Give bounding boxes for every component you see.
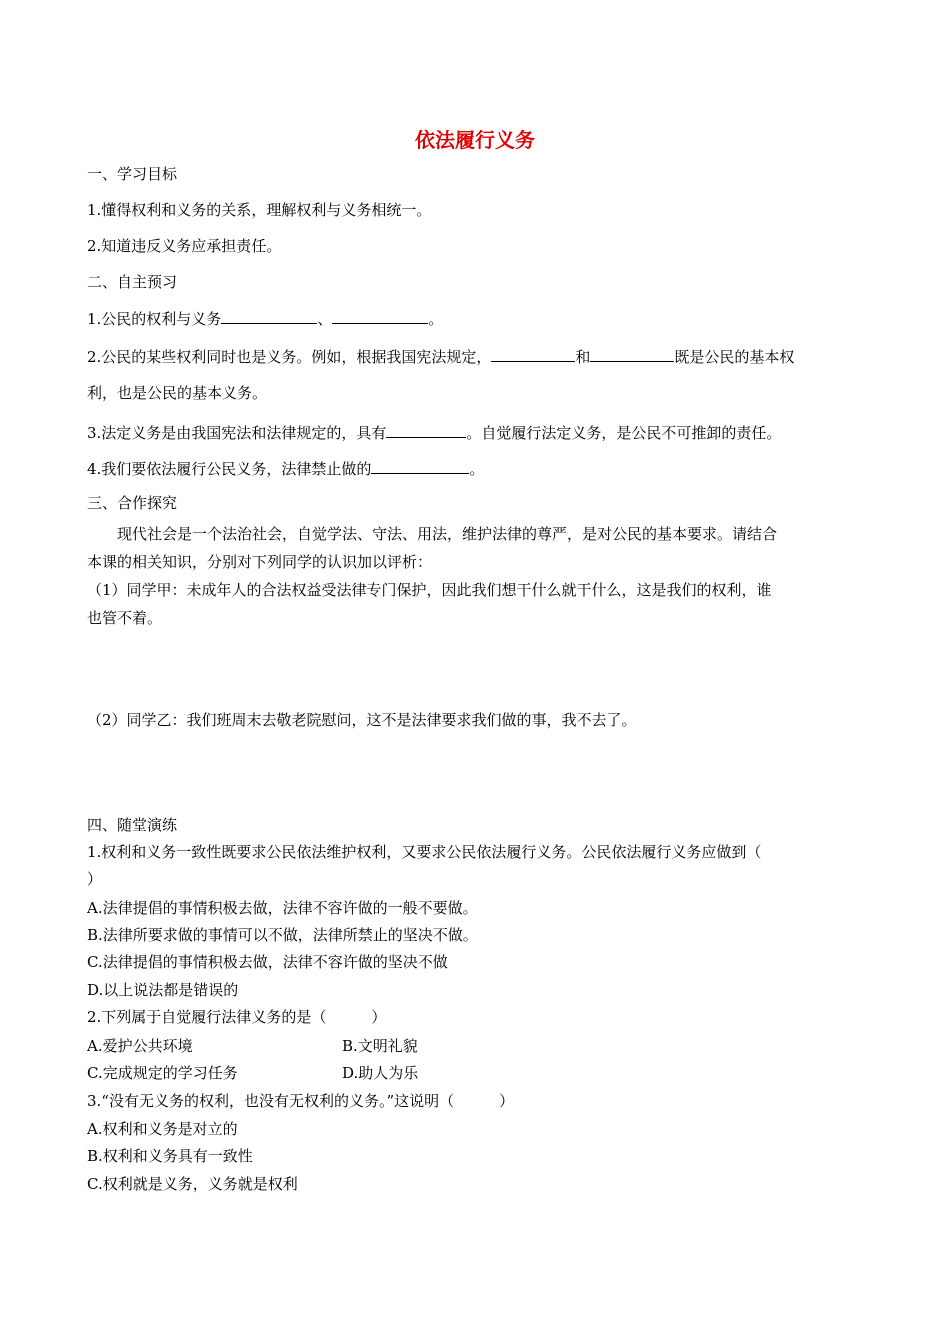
practice-q1-option-b: B.法律所要求做的事情可以不做，法律所禁止的坚决不做。	[87, 926, 478, 944]
preview-q1-text: 1.公民的权利与义务	[87, 310, 222, 328]
goal-item-1: 1.懂得权利和义务的关系，理解权利与义务相统一。	[87, 201, 432, 219]
explore-prompt-1: （1）同学甲：未成年人的合法权益受法律专门保护，因此我们想干什么就干什么，这是我们的权利，谁	[87, 581, 772, 599]
page-title: 依法履行义务	[415, 128, 535, 152]
section-heading-goals: 一、学习目标	[87, 165, 178, 183]
preview-question-2-continued: 利，也是公民的基本义务。	[87, 384, 268, 402]
practice-q1-option-c: C.法律提倡的事情积极去做，法律不容许做的坚决不做	[87, 953, 448, 971]
section-heading-practice: 四、随堂演练	[87, 816, 178, 834]
fill-blank[interactable]	[371, 457, 469, 474]
fill-blank[interactable]	[221, 307, 317, 324]
practice-q2-option-c: C.完成规定的学习任务	[87, 1064, 238, 1082]
explore-intro-line-2: 本课的相关知识，分别对下列同学的认识加以评析：	[87, 553, 433, 571]
practice-q3-option-c: C.权利就是义务，义务就是权利	[87, 1175, 298, 1193]
section-heading-preview: 二、自主预习	[87, 273, 178, 291]
preview-q1-end: 。	[428, 310, 444, 328]
practice-q2-option-a: A.爱护公共环境	[87, 1037, 193, 1055]
preview-question-3	[87, 421, 781, 443]
preview-q4-end: 。	[469, 460, 485, 478]
practice-q2-option-b: B.文明礼貌	[342, 1037, 418, 1055]
practice-q1-stem: 1.权利和义务一致性既要求公民依法维护权利，又要求公民依法履行义务。公民依法履行义务应做到（	[87, 843, 762, 861]
preview-q2-tail: 既是公民的基本权	[674, 348, 795, 366]
fill-blank[interactable]	[332, 307, 428, 324]
preview-question-1	[87, 307, 443, 329]
explore-prompt-1-continued: 也管不着。	[87, 609, 163, 627]
practice-q2-option-d: D.助人为乐	[342, 1064, 419, 1082]
practice-q1-stem-continued: ）	[87, 870, 103, 888]
preview-q3-text: 3.法定义务是由我国宪法和法律规定的，具有	[87, 424, 387, 442]
preview-q1-separator: 、	[317, 310, 333, 328]
explore-prompt-2: （2）同学乙：我们班周末去敬老院慰问，这不是法律要求我们做的事，我不去了。	[87, 711, 637, 729]
preview-q2-text: 2.公民的某些权利同时也是义务。例如，根据我国宪法规定，	[87, 348, 492, 366]
section-heading-explore: 三、合作探究	[87, 494, 178, 512]
practice-q3-stem: 3.“没有无义务的权利，也没有无权利的义务。”这说明（ ）	[87, 1092, 515, 1110]
practice-q3-option-b: B.权利和义务具有一致性	[87, 1147, 253, 1165]
practice-q1-option-d: D.以上说法都是错误的	[87, 981, 239, 999]
preview-q4-text: 4.我们要依法履行公民义务，法律禁止做的	[87, 460, 372, 478]
preview-q3-tail: 。自觉履行法定义务，是公民不可推卸的责任。	[466, 424, 782, 442]
preview-question-2	[87, 345, 794, 367]
fill-blank[interactable]	[590, 345, 674, 362]
fill-blank[interactable]	[491, 345, 575, 362]
practice-q3-option-a: A.权利和义务是对立的	[87, 1120, 238, 1138]
explore-intro-line-1: 现代社会是一个法治社会，自觉学法、守法、用法，维护法律的尊严，是对公民的基本要求。请结合	[117, 525, 778, 543]
goal-item-2: 2.知道违反义务应承担责任。	[87, 237, 282, 255]
practice-q2-stem: 2.下列属于自觉履行法律义务的是（ ）	[87, 1008, 387, 1026]
preview-q2-and: 和	[575, 348, 591, 366]
preview-question-4	[87, 457, 484, 479]
practice-q1-option-a: A.法律提倡的事情积极去做，法律不容许做的一般不要做。	[87, 899, 478, 917]
fill-blank[interactable]	[386, 421, 466, 438]
